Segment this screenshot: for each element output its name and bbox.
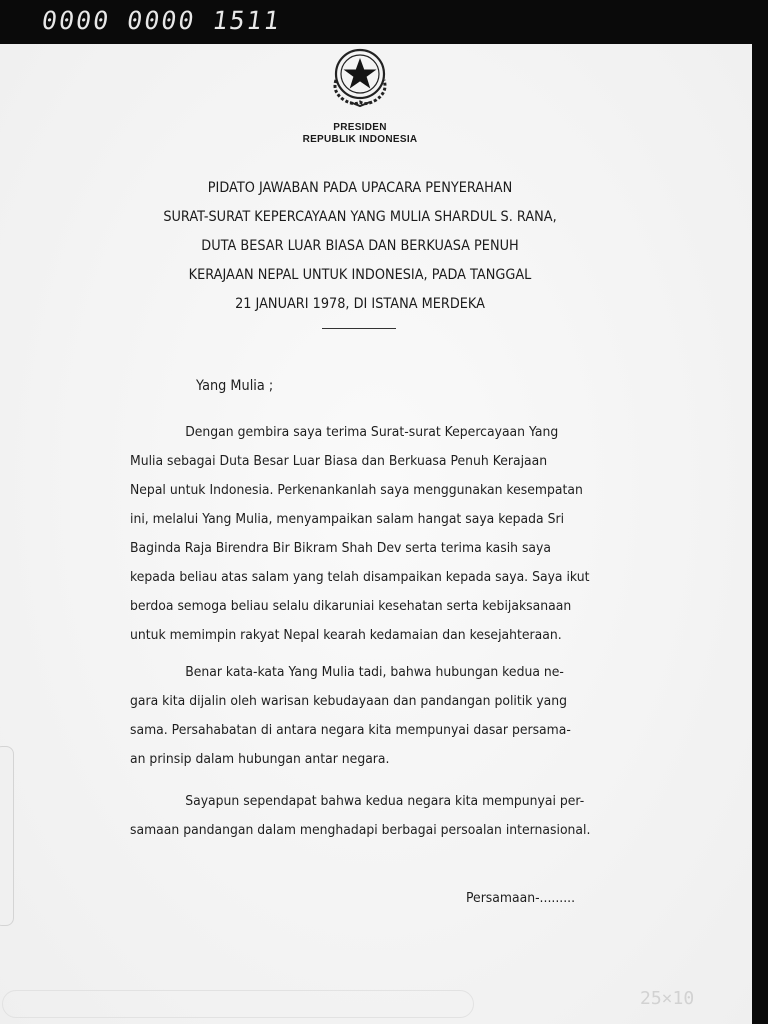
title-line: 21 JANUARI 1978, DI ISTANA MERDEKA xyxy=(235,296,485,312)
page-bottom-band xyxy=(2,990,474,1018)
text-line: Benar kata-kata Yang Mulia tadi, bahwa hubungan kedua ne- xyxy=(185,664,564,680)
title-line: PIDATO JAWABAN PADA UPACARA PENYERAHAN xyxy=(207,180,513,196)
text-line: sama. Persahabatan di antara negara kita mempunyai dasar persama- xyxy=(130,722,571,738)
text-line: an prinsip dalam hubungan antar negara. xyxy=(130,751,390,767)
film-frame-top xyxy=(0,0,768,46)
title-line: SURAT-SURAT KEPERCAYAAN YANG MULIA SHARDUL S. RANA, xyxy=(163,209,557,225)
text-line: Dengan gembira saya terima Surat-surat Kepercayaan Yang xyxy=(185,424,559,440)
title-underline xyxy=(322,328,396,329)
page-edge-tab xyxy=(0,746,14,926)
speech-title xyxy=(139,174,581,319)
garuda-star-emblem-icon xyxy=(316,44,404,110)
letterhead xyxy=(250,122,470,146)
salutation: Yang Mulia ; xyxy=(196,378,274,394)
text-line: Nepal untuk Indonesia. Perkenankanlah saya menggunakan kesempatan xyxy=(130,482,583,498)
letterhead-line-2: REPUBLIK INDONESIA xyxy=(302,134,418,145)
letterhead-line-1: PRESIDEN xyxy=(333,122,387,133)
text-line: samaan pandangan dalam menghadapi berbagai persoalan internasional. xyxy=(130,822,591,838)
text-line: kepada beliau atas salam yang telah disampaikan kepada saya. Saya ikut xyxy=(130,569,590,585)
film-frame-right xyxy=(752,0,768,1024)
film-frame-code: 0000 0000 1511 xyxy=(39,6,283,35)
text-line: gara kita dijalin oleh warisan kebudayaan dan pandangan politik yang xyxy=(130,693,568,709)
paragraph-3 xyxy=(130,787,590,845)
text-line: Mulia sebagai Duta Besar Luar Biasa dan Berkuasa Penuh Kerajaan xyxy=(130,453,548,469)
text-line: untuk memimpin rakyat Nepal kearah kedamaian dan kesejahteraan. xyxy=(130,627,562,643)
corner-stamp: 25×10 xyxy=(640,988,695,1009)
title-line: KERAJAAN NEPAL UNTUK INDONESIA, PADA TANGGAL xyxy=(188,267,532,283)
paragraph-1 xyxy=(130,418,590,650)
paragraph-2 xyxy=(130,658,590,774)
text-line: Sayapun sependapat bahwa kedua negara kita mempunyai per- xyxy=(185,793,585,809)
text-line: ini, melalui Yang Mulia, menyampaikan salam hangat saya kepada Sri xyxy=(130,511,565,527)
catchword: Persamaan-......... xyxy=(466,890,576,906)
text-line: berdoa semoga beliau selalu dikaruniai kesehatan serta kebijaksanaan xyxy=(130,598,572,614)
text-line: Baginda Raja Birendra Bir Bikram Shah Dev serta terima kasih saya xyxy=(130,540,552,556)
document-page xyxy=(0,44,752,1024)
title-line: DUTA BESAR LUAR BIASA DAN BERKUASA PENUH xyxy=(201,238,519,254)
